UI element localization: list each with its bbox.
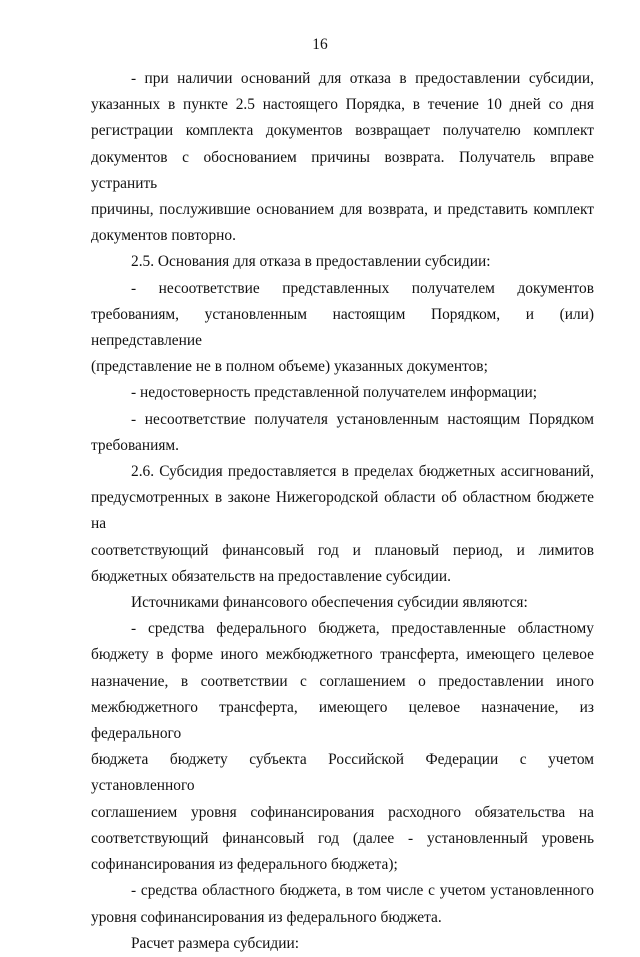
text-line: требованиям. [91, 436, 180, 454]
text-line: назначение, в соответствии с соглашением о предоставлении иного [91, 672, 594, 690]
text-line: - несоответствие представленных получателем документов [131, 279, 594, 297]
page-number: 16 [312, 36, 328, 53]
text-line: регистрации комплекта документов возвращает получателю комплект [91, 122, 594, 140]
text-line: соглашением уровня софинансирования расходного обязательства на [91, 803, 594, 821]
paragraph-subsidy-calculation [91, 931, 594, 957]
text-line: - недостоверность представленной получателем информации; [131, 384, 538, 402]
document-body [91, 66, 594, 957]
text-line: 2.6. Субсидия предоставляется в пределах бюджетных ассигнований, [131, 463, 594, 481]
text-line: соответствующий финансовый год и плановый период, и лимитов [91, 541, 594, 559]
paragraph-funding-sources [91, 590, 594, 616]
text-line: - при наличии оснований для отказа в предоставлении субсидии, [131, 70, 594, 87]
text-line: указанных в пункте 2.5 настоящего Порядка, в течение 10 дней со дня [91, 96, 594, 114]
text-line: софинансирования из федерального бюджета); [91, 856, 398, 874]
text-line: Расчет размера субсидии: [131, 934, 299, 952]
text-line: уровня софинансирования из федерального бюджета. [91, 908, 442, 926]
text-line: - средства областного бюджета, в том числе с учетом установленного [131, 882, 594, 900]
text-line: бюджету в форме иного межбюджетного трансферта, имеющего целевое [91, 646, 594, 664]
paragraph-refusal-grounds [91, 249, 594, 275]
text-line: - средства федерального бюджета, предоставленные областному [131, 620, 594, 638]
text-line: предусмотренных в законе Нижегородской области об областном бюджете на [91, 489, 594, 533]
text-line: бюджетных обязательств на предоставление субсидии. [91, 567, 452, 585]
text-line: 2.5. Основания для отказа в предоставлении субсидии: [131, 253, 491, 271]
paragraph-subsidy-limits [91, 459, 594, 590]
text-line: межбюджетного трансферта, имеющего целевое назначение, из федерального [91, 698, 594, 743]
text-line: документов повторно. [91, 227, 236, 245]
paragraph-return-documents [91, 66, 594, 249]
text-line: документов с обоснованием причины возврата. Получатель вправе устранить [91, 148, 594, 192]
text-line: Источниками финансового обеспечения субсидии являются: [131, 594, 528, 612]
text-line: соответствующий финансовый год (далее - установленный уровень [91, 829, 594, 847]
text-line: (представление не в полном объеме) указанных документов; [91, 358, 488, 376]
text-line: причины, послужившие основанием для возврата, и представить комплект [91, 201, 594, 219]
text-line: бюджета бюджету субъекта Российской Федерации с учетом установленного [91, 751, 594, 795]
text-line: требованиям, установленным настоящим Порядком, и (или) непредставление [91, 305, 594, 350]
list-item-unreliability [91, 380, 594, 406]
list-item-inconsistency [91, 276, 594, 381]
list-item-federal-funds [91, 616, 594, 878]
text-line: - несоответствие получателя установленным настоящим Порядком [131, 410, 594, 428]
list-item-recipient-nonconformity [91, 407, 594, 459]
